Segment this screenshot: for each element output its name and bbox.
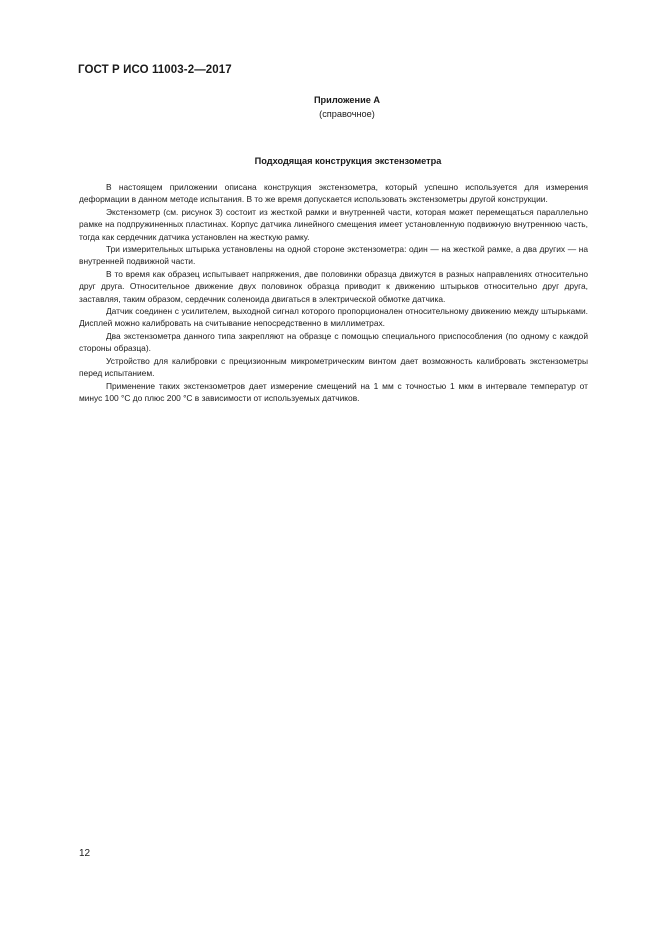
annex-heading (240, 93, 454, 121)
paragraph: Применение таких экстензометров дает измерение смещений на 1 мм с точностью 1 мкм в интервале температур от минус 100 °C до плюс 200 °C в зависимости от используемых датчиков. (79, 380, 588, 403)
paragraph: Два экстензометра данного типа закрепляют на образце с помощью специального приспособления (по одному с каждой стороны образца). (79, 330, 588, 354)
section-title: Подходящая конструкция экстензометра (254, 156, 442, 166)
annex-status: (справочное) (319, 109, 375, 119)
annex-title: Приложение А (313, 95, 381, 105)
paragraph: Три измерительных штырька установлены на одной стороне экстензометра: один — на жесткой рамке, а два других — на внутренней подвижной части. (79, 244, 588, 267)
paragraph: Датчик соединен с усилителем, выходной сигнал которого пропорционален относительному движению между штырьками. Дисплей можно калибровать на считывание непосредственно в миллиметрах. (79, 306, 588, 329)
page-number: 12 (79, 848, 91, 859)
body-text (79, 181, 588, 404)
paragraph: Устройство для калибровки с прецизионным микрометрическим винтом дает возможность калибровать экстензометры перед испытанием. (79, 355, 588, 379)
paragraph: В настоящем приложении описана конструкция экстензометра, который успешно используется для измерения деформации в данном методе испытания. В то же время допускается использовать экстензометры другой конструкции. (79, 182, 588, 205)
standard-number-header: ГОСТ Р ИСО 11003-2—2017 (78, 64, 232, 76)
paragraph: Экстензометр (см. рисунок 3) состоит из жесткой рамки и внутренней части, которая может перемещаться параллельно рамке на подпружиненных пластинах. Корпус датчика линейного смещения имеет установленную подвижную внутреннюю часть, тогда как сердечник датчика установлен на жесткую рамку. (79, 206, 588, 242)
paragraph: В то время как образец испытывает напряжения, две половинки образца движутся в разных направлениях относительно друг друга. Относительное движение двух половинок образца приводит к движению штырьков относительно друг друга, заставляя, таким образом, сердечник соленоида двигаться в электрической обмотке датчика. (79, 268, 588, 304)
